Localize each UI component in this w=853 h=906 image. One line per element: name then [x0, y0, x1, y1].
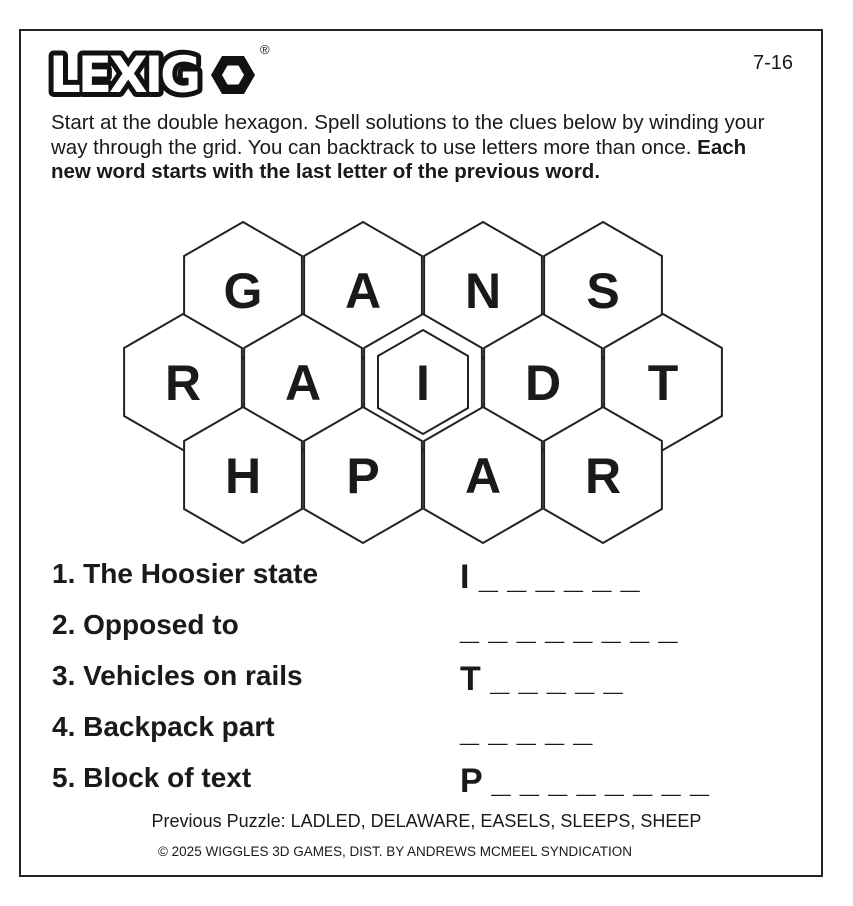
instructions-plain: Start at the double hexagon. Spell solutions to the clues below by winding your way through the grid. You can backtrack to use letters more than once. [51, 111, 765, 159]
previous-puzzle: Previous Puzzle: LADLED, DELAWARE, EASELS, SLEEPS, SHEEP [151, 811, 702, 831]
registered-mark: ® [260, 42, 270, 57]
answer-blanks[interactable]: T _ _ _ _ _ [460, 660, 623, 698]
clue-text: 2. Opposed to [52, 609, 239, 640]
instructions-bold: Each new word starts with the last letter of the previous word. [51, 135, 747, 183]
clue-1 [52, 558, 792, 609]
hex-letter: N [464, 263, 502, 319]
hex-letter: T [647, 355, 679, 411]
hex-letter: P [346, 448, 380, 504]
hex-letter: D [524, 355, 562, 411]
hex-letter: G [223, 263, 263, 319]
clue-text: 1. The Hoosier state [52, 558, 319, 589]
hex-letter: R [164, 355, 202, 411]
svg-text:LEXIG: LEXIG [49, 47, 199, 103]
hex-letter: R [584, 448, 622, 504]
clue-text: 5. Block of text [52, 762, 252, 793]
puzzle-id: 7-16 [752, 52, 793, 74]
answer-blanks[interactable]: I _ _ _ _ _ _ [460, 558, 640, 596]
hex-letter: A [344, 263, 382, 319]
hex-letter: A [464, 448, 502, 504]
hex-letter: A [284, 355, 322, 411]
clue-text: 4. Backpack part [52, 711, 275, 742]
answer-blanks[interactable]: _ _ _ _ _ _ _ _ [460, 609, 678, 647]
clue-4 [52, 711, 792, 762]
answer-blanks[interactable]: P _ _ _ _ _ _ _ _ [460, 762, 709, 800]
clue-5 [52, 762, 792, 813]
clue-list [52, 558, 792, 813]
copyright: © 2025 WIGGLES 3D GAMES, DIST. BY ANDREWS MCMEEL SYNDICATION [157, 844, 633, 859]
clue-text: 3. Vehicles on rails [52, 660, 303, 691]
answer-blanks[interactable]: _ _ _ _ _ [460, 711, 593, 749]
clue-3 [52, 660, 792, 711]
hex-letter: I [416, 355, 430, 411]
clue-2 [52, 609, 792, 660]
hex-letter: H [224, 448, 262, 504]
hex-letter: S [586, 263, 620, 319]
